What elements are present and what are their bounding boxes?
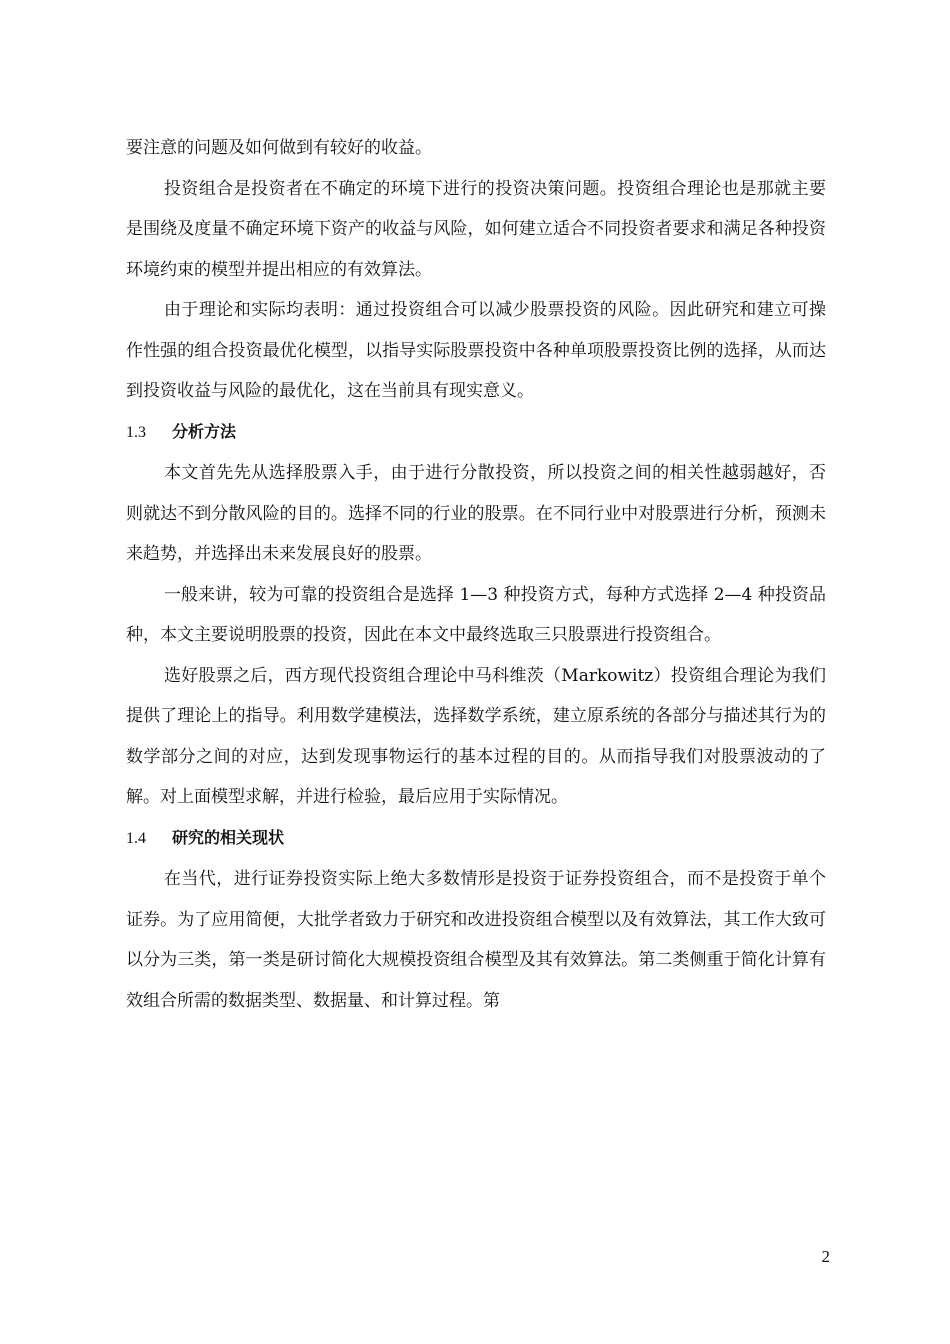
body-paragraph: 在当代，进行证券投资实际上绝大多数情形是投资于证券投资组合，而不是投资于单个证券。为了应用简便，大批学者致力于研究和改进投资组合模型以及有效算法，其工作大致可以分为三类，第一类是研讨简化大规模投资组合模型及其有效算法。第二类侧重于简化计算有效组合所需的数据类型、数据量、和计算过程。第 xyxy=(126,869,826,1011)
section-title: 分析方法 xyxy=(172,421,237,441)
body-paragraph: 本文首先先从选择股票入手，由于进行分散投资，所以投资之间的相关性越弱越好，否则就达不到分散风险的目的。选择不同的行业的股票。在不同行业中对股票进行分析，预测未来趋势，并选择出未来发展良好的股票。 xyxy=(126,463,826,564)
section-number: 1.3 xyxy=(126,423,146,441)
body-paragraph: 投资组合是投资者在不确定的环境下进行的投资决策问题。投资组合理论也是那就主要是围绕及度量不确定环境下资产的收益与风险，如何建立适合不同投资者要求和满足各种投资环境约束的模型并提出相应的有效算法。 xyxy=(126,178,826,280)
page-number: 2 xyxy=(821,1247,830,1266)
section-heading xyxy=(126,818,826,860)
body-paragraph: 由于理论和实际均表明：通过投资组合可以减少股票投资的风险。因此研究和建立可操作性强的组合投资最优化模型，以指导实际股票投资中各种单项股票投资比例的选择，从而达到投资收益与风险的最优化，这在当前具有现实意义。 xyxy=(126,300,826,401)
section-heading xyxy=(126,412,826,454)
page-body xyxy=(126,128,826,1021)
body-paragraph: 选好股票之后，西方现代投资组合理论中马科维茨（Markowitz）投资组合理论为我们提供了理论上的指导。利用数学建模法，选择数学系统，建立原系统的各部分与描述其行为的数学部分之间的对应，达到发现事物运行的基本过程的目的。从而指导我们对股票波动的了解。对上面模型求解，并进行检验，最后应用于实际情况。 xyxy=(126,665,826,807)
section-title: 研究的相关现状 xyxy=(172,827,285,847)
body-paragraph: 一般来讲，较为可靠的投资组合是选择 1—3 种投资方式，每种方式选择 2—4 种投资品种，本文主要说明股票的投资，因此在本文中最终选取三只股票进行投资组合。 xyxy=(126,584,826,645)
body-paragraph: 要注意的问题及如何做到有较好的收益。 xyxy=(126,138,432,158)
section-number: 1.4 xyxy=(126,829,146,847)
